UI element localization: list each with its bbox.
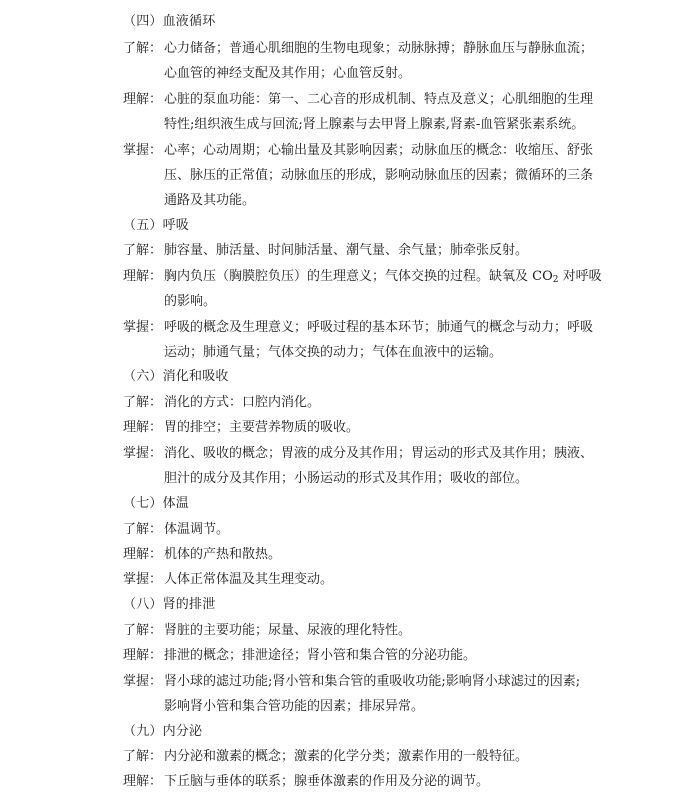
item-label: 理解： <box>123 547 163 562</box>
item-text-line: 人体正常体温及其生理变动。 <box>164 572 334 587</box>
section-heading-respiration: （五）呼吸 <box>123 218 190 233</box>
item-text-line <box>164 267 602 287</box>
item-label: 了解： <box>123 522 163 537</box>
item-label: 了解： <box>123 395 163 410</box>
item-text-line: 肺容量、肺活量、时间肺活量、潮气量、余气量；肺牵张反射。 <box>164 243 529 258</box>
item-label: 理解： <box>123 269 163 284</box>
item-label: 理解： <box>123 774 163 789</box>
item-label: 理解： <box>123 92 163 107</box>
item-text-line: 压、脉压的正常值；动脉血压的形成，影响动脉血压的因素；微循环的三条 <box>164 168 594 183</box>
item-text-line: 体温调节。 <box>164 522 230 537</box>
item-text-line: 胆汁的成分及其作用；小肠运动的形式及其作用；吸收的部位。 <box>164 471 529 486</box>
item-text-line: 心脏的泵血功能：第一、二心音的形成机制、特点及意义；心肌细胞的生理 <box>164 92 594 107</box>
item-label: 了解： <box>123 749 163 764</box>
item-label: 掌握： <box>123 320 163 335</box>
section-heading-digestion: （六）消化和吸收 <box>123 369 229 384</box>
item-text-line: 呼吸的概念及生理意义；呼吸过程的基本环节；肺通气的概念与动力；呼吸 <box>164 320 594 335</box>
item-text-line: 肾脏的主要功能；尿量、尿液的理化特性。 <box>164 623 412 638</box>
item-text-line: 心力储备；普通心肌细胞的生物电现象；动脉脉搏；静脉血压与静脉血流； <box>164 41 594 56</box>
item-text-line: 心血管的神经支配及其作用；心血管反射。 <box>164 66 412 81</box>
section-heading-circulation: （四）血液循环 <box>123 14 216 29</box>
section-heading-renal-excretion: （八）肾的排泄 <box>123 597 216 612</box>
item-text-line: 胃的排空；主要营养物质的吸收。 <box>164 420 360 435</box>
item-text-line: 消化的方式：口腔内消化。 <box>164 395 321 410</box>
item-text-line: 运动；肺通气量；气体交换的动力；气体在血液中的运输。 <box>164 345 503 360</box>
item-text-line: 的影响。 <box>164 294 217 309</box>
item-label: 了解： <box>123 41 163 56</box>
item-text-line: 通路及其功能。 <box>164 193 256 208</box>
item-text-line: 机体的产热和散热。 <box>164 547 282 562</box>
item-label: 掌握： <box>123 674 163 689</box>
section-heading-body-temperature: （七）体温 <box>123 496 190 511</box>
item-text-line: 内分泌和激素的概念；激素的化学分类；激素作用的一般特征。 <box>164 749 529 764</box>
item-text-segment: 对呼吸 <box>562 269 602 284</box>
item-text-line: 特性;组织液生成与回流;肾上腺素与去甲肾上腺素,肾素-血管紧张素系统。 <box>164 117 585 132</box>
item-text-line: 肾小球的滤过功能;肾小管和集合管的重吸收功能;影响肾小球滤过的因素; <box>164 674 581 689</box>
item-label: 掌握： <box>123 572 163 587</box>
item-label: 理解： <box>123 648 163 663</box>
item-label: 掌握： <box>123 143 163 158</box>
section-heading-endocrine: （九）内分泌 <box>123 724 203 739</box>
item-label: 理解： <box>123 420 163 435</box>
item-label: 了解： <box>123 623 163 638</box>
item-label: 掌握： <box>123 446 163 461</box>
item-text-line: 消化、吸收的概念；胃液的成分及其作用；胃运动的形式及其作用；胰液、 <box>164 446 594 461</box>
item-label: 了解： <box>123 243 163 258</box>
item-text-line: 排泄的概念；排泄途径；肾小管和集合管的分泌功能。 <box>164 648 477 663</box>
item-text-line: 影响肾小管和集合管功能的因素；排尿异常。 <box>164 699 425 714</box>
item-text-line: 下丘脑与垂体的联系；腺垂体激素的作用及分泌的调节。 <box>164 774 490 789</box>
item-text-line: 心率；心动周期；心输出量及其影响因素；动脉血压的概念：收缩压、舒张 <box>164 143 594 158</box>
item-text-segment: 胸内负压（胸膜腔负压）的生理意义；气体交换的过程。缺氧及 <box>164 269 529 284</box>
co2-formula: $CO_2$ <box>532 269 559 285</box>
